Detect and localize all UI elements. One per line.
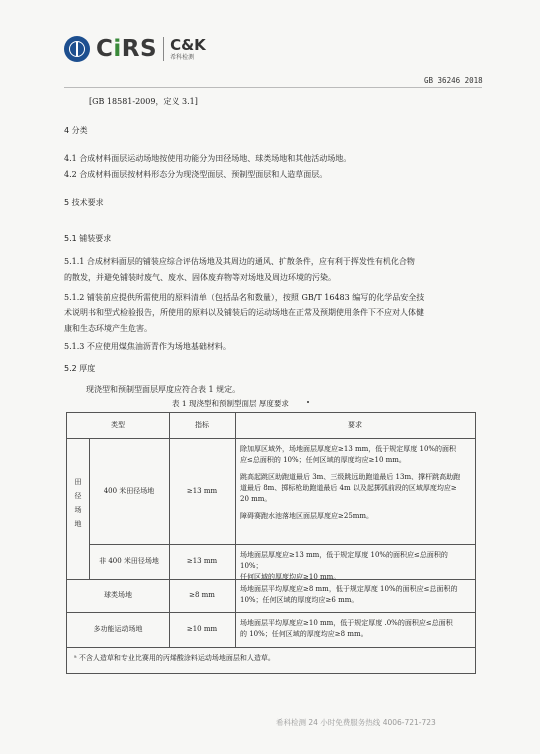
row-ball-type: 球类场地 bbox=[104, 591, 132, 599]
ck-brand: C&K 希科检测 bbox=[170, 35, 206, 61]
row-non400m-index: ≥13 mm bbox=[186, 557, 218, 565]
section-heading-5-2: 5.2 厚度 bbox=[64, 364, 96, 373]
cirs-brand: CiRS bbox=[96, 36, 158, 62]
seal-icon bbox=[64, 36, 90, 62]
table-rule bbox=[89, 544, 475, 545]
section-heading-5-1: 5.1 铺装要求 bbox=[64, 234, 112, 243]
table-caption: 表 1 现浇型和预制型面层 厚度要求 bbox=[172, 399, 289, 408]
row-non400m-requirement: 场地面层厚度应≥13 mm，低于规定厚度 10%的面积应≤总面积的 10%； 任何区域的厚度均应≥10 mm。 bbox=[240, 551, 448, 581]
table-rule bbox=[67, 647, 475, 648]
table-footnote: ᵃ 不含人造草和专业比赛用的丙烯酸涂料运动场地面层和人造草。 bbox=[74, 654, 275, 662]
clause-4-2: 4.2 合成材料面层按材料形态分为现浇型面层、预制型面层和人造草面层。 bbox=[64, 170, 328, 179]
clause-5-2-text: 现浇型和预制型面层厚度应符合表 1 规定。 bbox=[86, 385, 241, 394]
logo-divider bbox=[163, 37, 164, 61]
row-multi-type: 多功能运动场地 bbox=[93, 625, 143, 633]
header-rule bbox=[64, 87, 482, 88]
row-400m-index: ≥13 mm bbox=[186, 487, 218, 495]
thickness-table bbox=[66, 412, 476, 674]
clause-5-1-1-line1: 5.1.1 合成材料面层的铺装应综合评估场地及其周边的通风、扩散条件，应有利于挥发性有机化合物 bbox=[64, 257, 415, 266]
row-multi-index: ≥10 mm bbox=[186, 625, 218, 633]
table-rule bbox=[235, 413, 236, 647]
table-rule bbox=[67, 438, 475, 439]
header-type: 类型 bbox=[111, 421, 125, 429]
section-heading-5: 5 技术要求 bbox=[64, 198, 104, 207]
clause-5-1-2-line1: 5.1.2 铺装前应提供所需使用的原料清单（包括品名和数量），按照 GB/T 16483 编写的化学品安全技 bbox=[64, 293, 425, 302]
clause-5-1-2-line2: 术说明书和型式检验报告，所使用的原料以及铺装后的运动场地在正常及预期使用条件下不应对人体健 bbox=[64, 308, 424, 317]
header-index: 指标 bbox=[195, 421, 209, 429]
footer-hotline: 希科检测 24 小时免费服务热线 4006-721-723 bbox=[276, 718, 436, 727]
row-ball-requirement: 场地面层平均厚度应≥8 mm，低于规定厚度 10%的面积应≤总面积的 10%；任何区域的厚度均应≥6 mm。 bbox=[240, 585, 458, 604]
row-non400m-type: 非 400 米田径场地 bbox=[99, 557, 159, 565]
clause-5-1-1-line2: 的散发，并避免铺装时废气、废水、固体废弃物等对场地及周边环境的污染。 bbox=[64, 273, 336, 282]
standard-code: GB 36246 2018 bbox=[424, 76, 483, 85]
track-field-label: 田 径 场 地 bbox=[74, 478, 82, 528]
clause-5-1-2-line3: 康和生态环境产生危害。 bbox=[64, 324, 152, 333]
row-400m-requirement: 除加厚区域外，场地面层厚度应≥13 mm，低于规定厚度 10%的面积 应≤总面积的 10%；任何区域的厚度均应≥10 mm。 跳高起跳区助跑道最后 3m、三级跳远助跑道最后 13m、撑杆跳高助跑 道最后 8m、掷标枪助跑道最后 4m 以及起掷弧前段的区域厚度均应≥ 20 mm。 障碍赛跑水池落地区面层厚度应≥25mm。 bbox=[240, 445, 461, 520]
section-heading-4: 4 分类 bbox=[64, 126, 88, 135]
row-ball-index: ≥8 mm bbox=[189, 591, 215, 599]
table-rule bbox=[67, 612, 475, 613]
company-logo bbox=[64, 34, 206, 64]
row-multi-requirement: 场地面层平均厚度应≥10 mm，低于规定厚度 .0%的面积应≤总面积 的 10%；任何区域的厚度均应≥8 mm。 bbox=[240, 619, 453, 638]
table-rule bbox=[169, 413, 170, 647]
clause-4-1: 4.1 合成材料面层运动场地按使用功能分为田径场地、球类场地和其他活动场地。 bbox=[64, 154, 352, 163]
caption-mark bbox=[307, 401, 309, 403]
reference-line: [GB 18581-2009，定义 3.1] bbox=[89, 97, 198, 106]
row-400m-type: 400 米田径场地 bbox=[103, 487, 155, 495]
header-requirement: 要求 bbox=[348, 421, 362, 429]
clause-5-1-3: 5.1.3 不应使用煤焦油沥青作为场地基础材料。 bbox=[64, 342, 231, 351]
